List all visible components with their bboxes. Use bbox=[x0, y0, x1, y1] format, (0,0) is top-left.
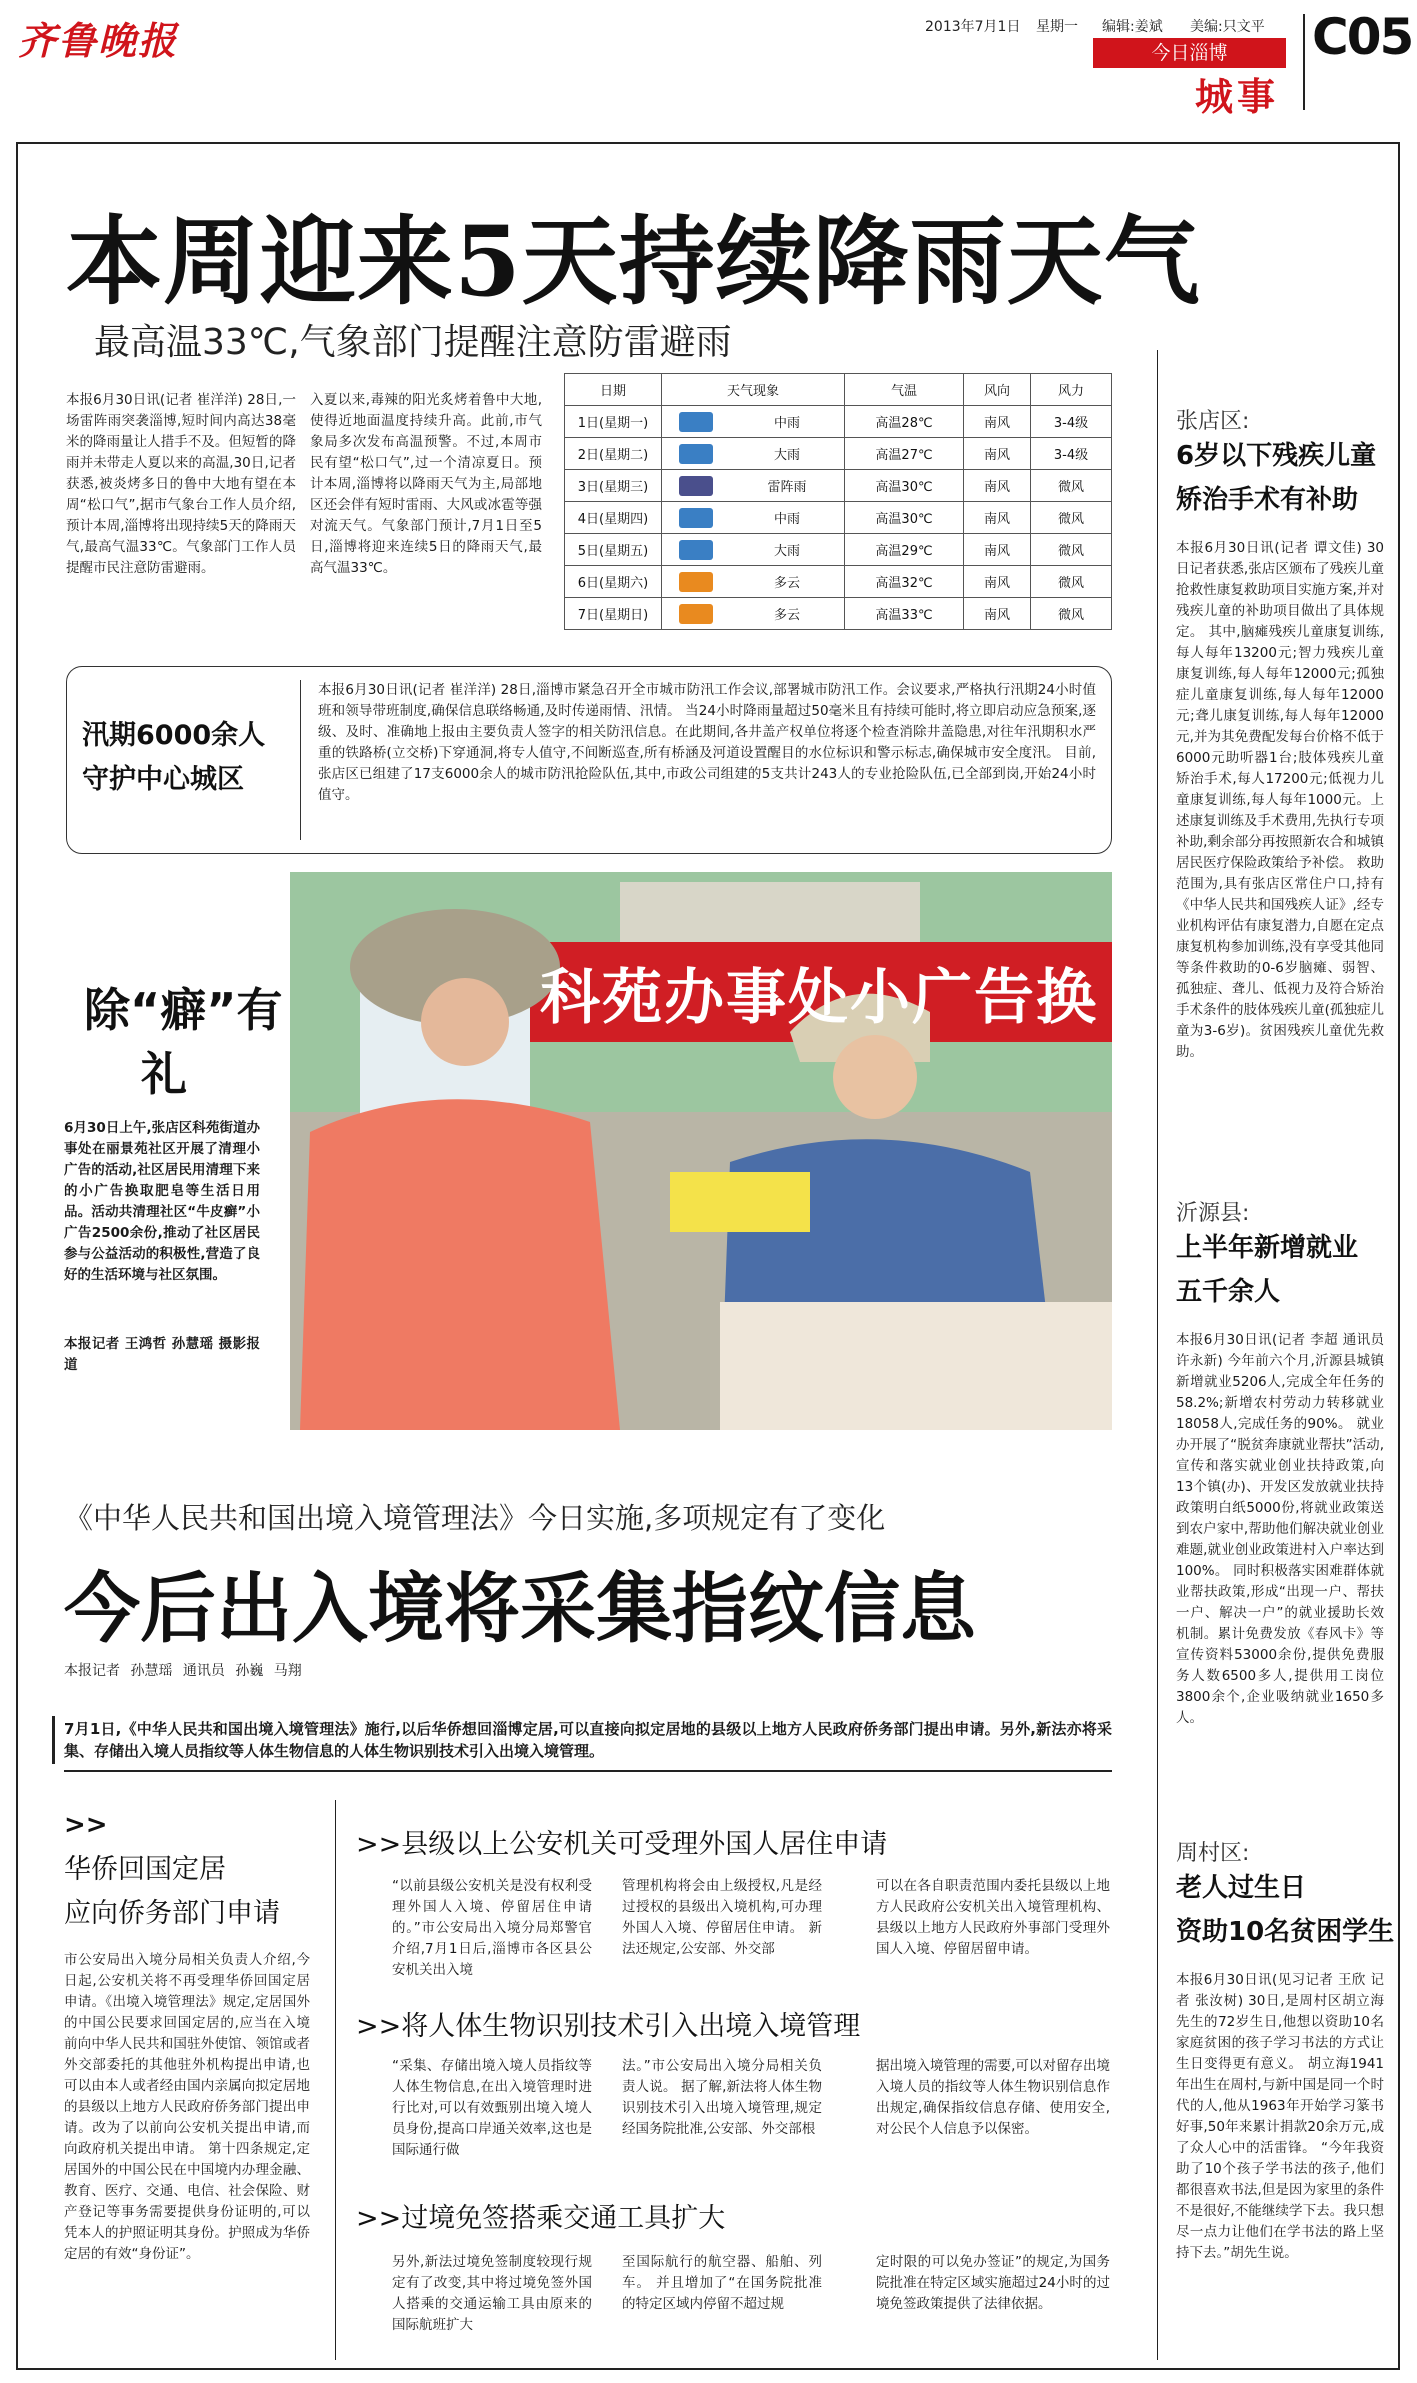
weather-phen: 多云 bbox=[730, 598, 845, 630]
intro-underline bbox=[64, 1770, 1112, 1772]
weather-force: 微风 bbox=[1031, 534, 1112, 566]
photo-banner-text: 科苑办事处小广告换 bbox=[540, 963, 1098, 1033]
weather-table bbox=[564, 373, 1112, 630]
subsection3-col2: 至国际航行的航空器、船舶、列车。 并且增加了“在国务院批准的特定区域内停留不超过规 bbox=[622, 2254, 822, 2312]
weather-dir: 南风 bbox=[964, 566, 1031, 598]
weather-row bbox=[565, 534, 1112, 566]
photo-story-title: 除“癖”有礼 bbox=[84, 983, 283, 1101]
sidebar-title-3 bbox=[1176, 1866, 1394, 1954]
header-force: 风力 bbox=[1031, 374, 1112, 406]
weather-phen: 雷阵雨 bbox=[730, 470, 845, 502]
subsection3-col1: 另外,新法过境免签制度较现行规定有了改变,其中将过境免签外国人搭乘的交通运输工具由原来的国际航班扩大 bbox=[392, 2254, 592, 2333]
weather-dir: 南风 bbox=[964, 598, 1031, 630]
sidebar-title-1 bbox=[1176, 434, 1376, 522]
subsection2-col3: 据出境入境管理的需要,可以对留存出境入境人员的指纹等人体生物识别信息作出规定,确保指纹信息存储、使用安全,对公民个人信息予以保密。 bbox=[876, 2058, 1110, 2137]
issue-weekday: 星期一 bbox=[1036, 19, 1078, 35]
newspaper-logo: 齐鲁晚报 bbox=[18, 18, 179, 63]
weather-phen: 多云 bbox=[730, 566, 845, 598]
flood-box-divider bbox=[300, 680, 301, 840]
sidebar-title-3-line1: 老人过生日 bbox=[1176, 1873, 1307, 1903]
weather-temp: 高温27℃ bbox=[845, 438, 964, 470]
weather-phen: 中雨 bbox=[730, 406, 845, 438]
subsection1-col2: 管理机构将会由上级授权,凡是经过授权的县级出入境机构,可办理外国人入境、停留居住申请。 新法还规定,公安部、外交部 bbox=[622, 1878, 822, 1957]
weather-date: 4日(星期四) bbox=[565, 502, 662, 534]
sidebar-body-2: 本报6月30日讯(记者 李超 通讯员 许永新) 今年前六个月,沂源县城镇新增就业5206人,完成全年任务的58.2%;新增农村劳动力转移就业18058人,完成任务的90%。 就业办开展了“脱贫奔康就业帮扶”活动,宣传和落实就业创业扶持政策,向13个镇(办)、开发区发放就业扶持政策明白纸5000份,将就业政策送到农户家中,帮助他们解决就业创业难题,就业创业政策进村入户率达到100%。 同时积极落实困难群体就业帮扶政策,形成“出现一户、帮扶一户、解决一户”的就业援助长效机制。累计免费发放《春风卡》等宣传资料53000余份,提供免费服务人数6500多人,提供用工岗位3800余个,企业吸纳就业1650多人。 bbox=[1176, 1332, 1384, 1726]
weather-date: 1日(星期一) bbox=[565, 406, 662, 438]
sidebar-body-1: 本报6月30日讯(记者 谭文佳) 30日记者获悉,张店区颁布了残疾儿童抢救性康复救助项目实施方案,并对残疾儿童的补助项目做出了具体规定。 其中,脑瘫残疾儿童康复训练,每人每年13200元;智力残疾儿童康复训练,每人每年12000元;孤独症儿童康复训练,每人每年12000元;聋儿康复训练,每人每年12000元,并为其免费配发每台价格不低于6000元助听器1台;肢体残疾儿童矫治手术,每人17200元;低视力儿童康复训练,每人每年1000元。上述康复训练及手术费用,先执行专项补助,剩余部分再按照新农合和城镇居民医疗保险政策给予补偿。 救助范围为,具有张店区常住户口,持有《中华人民共和国残疾人证》,经专业机构评估有康复潜力,自愿在定点康复机构参加训练,没有享受其他同等条件救助的0-6岁脑瘫、弱智、孤独症、聋儿、低视力及符合矫治手术条件的肢体残疾儿童(孤独症儿童为3-6岁)。贫困残疾儿童优先救助。 bbox=[1176, 540, 1384, 1060]
weather-temp: 高温30℃ bbox=[845, 470, 964, 502]
section-tag: 今日淄博 bbox=[1093, 38, 1286, 68]
subsection2-col2: 法。”市公安局出入境分局相关负责人说。 据了解,新法将人体生物识别技术引入出境入境管理,规定经国务院批准,公安部、外交部根 bbox=[622, 2058, 822, 2137]
designer-credit: 美编:只文平 bbox=[1190, 19, 1265, 35]
section-name: 城事 bbox=[1195, 75, 1280, 119]
weather-header-row bbox=[565, 374, 1112, 406]
subsection1-col3: 可以在各自职责范围内委托县级以上地方人民政府公安机关出入境管理机构、县级以上地方人民政府外事部门受理外国人入境、停留居留申请。 bbox=[876, 1878, 1110, 1957]
intro-leftbar bbox=[52, 1716, 55, 1764]
sidebar-region-zhangdian: 张店区: bbox=[1176, 409, 1250, 434]
weather-dir: 南风 bbox=[964, 534, 1031, 566]
editor-credit: 编辑:姜斌 bbox=[1102, 19, 1163, 35]
weather-row bbox=[565, 598, 1112, 630]
weather-force: 微风 bbox=[1031, 502, 1112, 534]
weather-row bbox=[565, 438, 1112, 470]
weather-row bbox=[565, 566, 1112, 598]
rain-cloud-icon bbox=[662, 406, 731, 438]
sidebar-title-3-line2: 资助10名贫困学生 bbox=[1176, 1917, 1395, 1947]
photo-story-body: 6月30日上午,张店区科苑街道办事处在丽景苑社区开展了清理小广告的活动,社区居民用清理下来的小广告换取肥皂等生活日用品。活动共清理社区“牛皮癣”小广告2500余份,推动了社区居民参与公益活动的积极性,营造了良好的生活环境与社区氛围。 bbox=[64, 1120, 260, 1283]
weather-dir: 南风 bbox=[964, 502, 1031, 534]
page-number: C05 bbox=[1312, 8, 1413, 66]
lead-body-col2: 入夏以来,毒辣的阳光炙烤着鲁中大地,使得近地面温度持续升高。此前,市气象局多次发布高温预警。不过,本周市民有望“松口气”,过一个清凉夏日。预计本周,淄博将以降雨天气为主,局部地区还会伴有短时雷雨、大风或冰雹等强对流天气。气象部门预计,7月1日至5日,淄博将迎来连续5日的降雨天气,最高气温33℃。 bbox=[310, 392, 542, 576]
weather-force: 微风 bbox=[1031, 598, 1112, 630]
weather-date: 6日(星期六) bbox=[565, 566, 662, 598]
weather-dir: 南风 bbox=[964, 470, 1031, 502]
subsection2-col1: “采集、存储出境入境人员指纹等人体生物信息,在出入境管理时进行比对,可以有效甄别出境入境人员身份,提高口岸通关效率,这也是国际通行做 bbox=[392, 2058, 592, 2158]
header-divider bbox=[1303, 14, 1305, 110]
weather-force: 3-4级 bbox=[1031, 438, 1112, 470]
lead-headline: 本周迎来5天持续降雨天气 bbox=[66, 205, 1201, 318]
sidebar-region-yiyuan: 沂源县: bbox=[1176, 1201, 1250, 1226]
sidebar-title-2-line2: 五千余人 bbox=[1176, 1277, 1281, 1307]
header-phen: 天气现象 bbox=[662, 374, 845, 406]
header-temp: 气温 bbox=[845, 374, 964, 406]
weather-temp: 高温32℃ bbox=[845, 566, 964, 598]
thunderstorm-icon bbox=[662, 470, 731, 502]
weather-dir: 南风 bbox=[964, 438, 1031, 470]
sidebar-title-1-line2: 矫治手术有补助 bbox=[1176, 485, 1359, 515]
left-arrow-mark: >> bbox=[64, 1810, 108, 1840]
weather-date: 3日(星期三) bbox=[565, 470, 662, 502]
sidebar-body-3: 本报6月30日讯(见习记者 王欣 记者 张汝树) 30日,是周村区胡立海先生的72岁生日,他想以资助10名家庭贫困的孩子学习书法的方式让生日变得更有意义。 胡立海1941年出生在周村,与新中国是同一个时代的人,他从1963年开始学习篆书好事,50年来累计捐款20余万元,成了众人心中的活雷锋。 “今年我资助了10个孩子学书法的孩子,他们都很喜欢书法,但是因为家里的条件不是很好,不能继续学下去。我只想尽一点力让他们在学书法的路上坚持下去。”胡先生说。 bbox=[1176, 1972, 1384, 2261]
left-column-title bbox=[64, 1848, 280, 1936]
news-photo bbox=[290, 872, 1112, 1430]
lead-body-col1: 本报6月30日讯(记者 崔洋洋) 28日,一场雷阵雨突袭淄博,短时间内高达38毫米的降雨量让人措手不及。但短暂的降雨并未带走人夏以来的高温,30日,记者获悉,被炎烤多日的鲁中大地有望在本周“松口气”,据市气象台工作人员介绍,预计本周,淄博将出现持续5天的降雨天气,最高气温33℃。气象部门工作人员提醒市民注意防雷避雨。 bbox=[66, 392, 296, 576]
weather-date: 5日(星期五) bbox=[565, 534, 662, 566]
weather-phen: 大雨 bbox=[730, 534, 845, 566]
sidebar-divider bbox=[1157, 350, 1158, 2360]
issue-date: 2013年7月1日 bbox=[925, 19, 1021, 35]
weather-row bbox=[565, 470, 1112, 502]
photo-credit: 本报记者 王鸿哲 孙慧瑶 摄影报道 bbox=[64, 1336, 260, 1373]
sidebar-title-1-line1: 6岁以下残疾儿童 bbox=[1176, 441, 1377, 471]
subsection2-title: >>将人体生物识别技术引入出境入境管理 bbox=[356, 2011, 861, 2042]
partly-cloudy-icon bbox=[662, 598, 731, 630]
story-kicker: 《中华人民共和国出境入境管理法》今日实施,多项规定有了变化 bbox=[64, 1501, 886, 1535]
weather-phen: 中雨 bbox=[730, 502, 845, 534]
weather-row bbox=[565, 502, 1112, 534]
left-column-rule bbox=[335, 1800, 336, 2360]
left-column-body: 市公安局出入境分局相关负责人介绍,今日起,公安机关将不再受理华侨回国定居申请。《出境入境管理法》规定,定居国外的中国公民要求回国定居的,应当在入境前向中华人民共和国驻外使馆、领馆或者外交部委托的其他驻外机构提出申请,也可以由本人或者经由国内亲属向拟定居地的县级以上地方人民政府侨务部门提出申请。改为了以前向公安机关提出申请,而向政府机关提出申请。 第十四条规定,定居国外的中国公民在中国境内办理金融、教育、医疗、交通、电信、社会保险、财产登记等事务需要提供身份证明的,可以凭本人的护照证明其身份。护照成为华侨定居的有效“身份证”。 bbox=[64, 1952, 310, 2262]
subsection1-title: >>县级以上公安机关可受理外国人居住申请 bbox=[356, 1829, 888, 1860]
weather-date: 7日(星期日) bbox=[565, 598, 662, 630]
sidebar-title-2-line1: 上半年新增就业 bbox=[1176, 1233, 1359, 1263]
sidebar-title-2 bbox=[1176, 1226, 1358, 1314]
weather-temp: 高温30℃ bbox=[845, 502, 964, 534]
weather-temp: 高温28℃ bbox=[845, 406, 964, 438]
left-title-line1: 华侨回国定居 bbox=[64, 1854, 226, 1885]
weather-dir: 南风 bbox=[964, 406, 1031, 438]
header-dir: 风向 bbox=[964, 374, 1031, 406]
flood-box-title bbox=[82, 714, 292, 802]
flood-body: 本报6月30日讯(记者 崔洋洋) 28日,淄博市紧急召开全市城市防汛工作会议,部署城市防汛工作。会议要求,严格执行汛期24小时值班和领导带班制度,确保信息联络畅通,及时传递雨情、汛情。 当24小时降雨量超过50毫米且有持续可能时,将立即启动应急预案,逐级、及时、准确地上报由主要负责人签字的相关防汛信息。在此期间,各井盖产权单位将逐个检查消除井盖隐患,对往年汛期积水严重的铁路桥(立交桥)下穿通洞,将专人值守,不间断巡查,所有桥涵及河道设置醒目的水位标识和警示标志,确保城市安全度汛。 目前,张店区已组建了17支6000余人的城市防汛抢险队伍,其中,市政公司组建的5支共计243人的专业抢险队伍,已全部到岗,开始24小时值守。 bbox=[318, 682, 1096, 803]
story-intro: 7月1日,《中华人民共和国出境入境管理法》施行,以后华侨想回淄博定居,可以直接向拟定居地的县级以上地方人民政府侨务部门提出申请。另外,新法亦将采集、存储出入境人员指纹等人体生物信息的人体生物识别技术引入出境入境管理。 bbox=[64, 1720, 1112, 1760]
flood-title-line1: 汛期6000余人 bbox=[82, 720, 266, 751]
weather-force: 3-4级 bbox=[1031, 406, 1112, 438]
header-date: 日期 bbox=[565, 374, 662, 406]
weather-date: 2日(星期二) bbox=[565, 438, 662, 470]
partly-cloudy-icon bbox=[662, 566, 731, 598]
lead-subhead: 最高温33℃,气象部门提醒注意防雷避雨 bbox=[94, 322, 732, 363]
subsection3-title: >>过境免签搭乘交通工具扩大 bbox=[356, 2203, 726, 2234]
weather-temp: 高温29℃ bbox=[845, 534, 964, 566]
rain-cloud-icon bbox=[662, 502, 731, 534]
weather-temp: 高温33℃ bbox=[845, 598, 964, 630]
flood-title-line2: 守护中心城区 bbox=[82, 764, 244, 795]
rain-cloud-icon bbox=[662, 534, 731, 566]
story-byline: 本报记者 孙慧瑶 通讯员 孙巍 马翔 bbox=[64, 1663, 302, 1679]
weather-phen: 大雨 bbox=[730, 438, 845, 470]
left-title-line2: 应向侨务部门申请 bbox=[64, 1898, 280, 1929]
subsection3-col3: 定时限的可以免办签证”的规定,为国务院批准在特定区域实施超过24小时的过境免签政策提供了法律依据。 bbox=[876, 2254, 1110, 2312]
subsection1-col1: “以前县级公安机关是没有权利受理外国人入境、停留居住申请的。”市公安局出入境分局郑警官介绍,7月1日后,淄博市各区县公安机关出入境 bbox=[392, 1878, 592, 1978]
sidebar-region-zhoucun: 周村区: bbox=[1176, 1841, 1250, 1866]
weather-force: 微风 bbox=[1031, 470, 1112, 502]
weather-force: 微风 bbox=[1031, 566, 1112, 598]
rain-cloud-icon bbox=[662, 438, 731, 470]
story-headline: 今后出入境将采集指纹信息 bbox=[64, 1564, 976, 1653]
weather-row bbox=[565, 406, 1112, 438]
